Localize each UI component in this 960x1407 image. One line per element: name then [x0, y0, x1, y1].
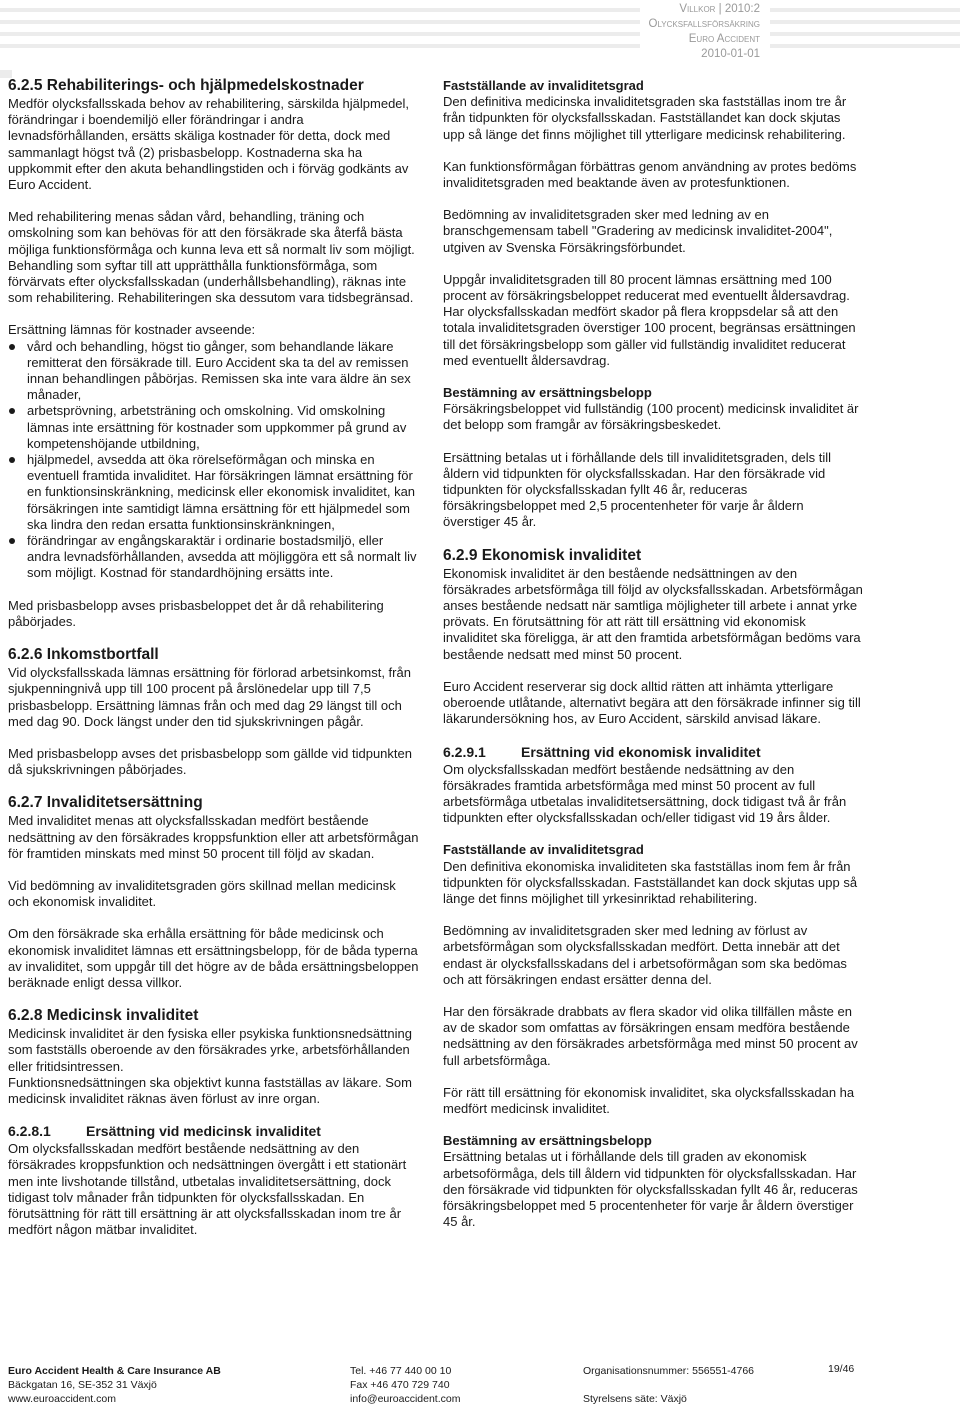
paragraph: För rätt till ersättning för ekonomisk invaliditet, ska olycksfallsskadan ha medfört medicinsk invaliditet.: [443, 1084, 855, 1116]
paragraph: Vid olycksfallsskada lämnas ersättning för förlorad arbetsinkomst, från sjukpenningnivå upp till 100 procent på årslönedelar upp till 7,5 prisbasbelopp. Ersättning lämnas från och med dag 29 längst till och med dag 90. Dock längst under den tid sjukskrivningen pågår.: [8, 665, 411, 729]
header-rule-left: [0, 8, 640, 56]
paragraph: Ersättning betalas ut i förhållande dels till invaliditetsgraden, dels till åldern vid tidpunkten för olycksfallsskadan. Har den försäkrade vid tidpunkten för olycksfallsskadan fyllt 46 år, reduceras försäkringsbeloppet med 2,5 procentenheter för varje år åldern överstiger 45 år.: [443, 449, 832, 530]
paragraph: Vid bedömning av invaliditetsgraden görs skillnad mellan medicinsk och ekonomisk invaliditet.: [8, 877, 396, 910]
header-date: 2010-01-01: [701, 48, 760, 60]
paragraph: Om olycksfallsskadan medfört bestående nedsättning av den försäkrades kroppsfunktion och nedsättningen övergått i ett stationärt men inte livshotande tillstånd, utbetalas invaliditetsersättning, dock tidigast tolv månader från tidpunkten för olycksfallsskadan. En förutsättning för rätt till ersättning är att olycksfallsskadan inom tre år medfört någon mätbar invaliditet.: [8, 1141, 407, 1238]
header-product: Olycksfallsförsäkring: [648, 18, 760, 30]
paragraph: Om den försäkrade ska erhålla ersättning för både medicinsk och ekonomisk invaliditet lämnas ett ersättningsbelopp, för de båda typerna av invaliditet, som uppgår till det högre av de båda ersättningsbeloppen beräknade enligt dessa villkor.: [8, 926, 419, 990]
paragraph: Kan funktionsförmågan förbättras genom användning av protes bedöms invaliditetsgraden med beaktande även av protesfunktionen.: [443, 158, 857, 191]
list-item: arbetsprövning, arbetsträning och omskolning. Vid omskolning lämnas inte ersättning för kostnader som uppkommer på grund av kompetenshöjande utbildning,: [8, 403, 420, 452]
list-item: förändringar av engångskaraktär i ordinarie bostadsmiljö, eller andra levnadsförhållanden, avsedda att möjliggöra ett så normalt liv som möjligt. Kostnad för standardhöjning ersätts inte.: [8, 533, 420, 582]
right-column: [443, 78, 863, 1246]
paragraph: Medför olycksfallsskada behov av rehabilitering, särskilda hjälpmedel, förändringar i boendemiljö eller förändringar i andra levnadsförhållanden, ersätts skäliga kostnader för detta, dock med sammanlagt högst två (2) prisbasbelopp. Kostnaderna ska ha uppkommit efter den akuta behandlingstiden och i förväg godkänts av Euro Accident.: [8, 96, 410, 193]
paragraph: Med invaliditet menas att olycksfallsskadan medfört bestående nedsättning av den försäkrades kroppsfunktion eller att arbetsförmågan för framtiden minskats med minst 50 procent till följd av skadan.: [8, 813, 419, 861]
paragraph: Med prisbasbelopp avses prisbasbeloppet det år då rehabilitering påbörjades.: [8, 597, 384, 629]
bullet-list: [8, 339, 420, 582]
page-number: 19/46: [828, 1363, 855, 1375]
paragraph: Med prisbasbelopp avses det prisbasbelopp som gällde vid tidpunkten då sjukskrivningen påbörjades.: [8, 745, 412, 778]
document-header: [649, 2, 761, 62]
paragraph: Funktionsnedsättningen ska objektivt kunna fastställas av läkare. Som medicinsk invaliditet räknas även förlust av inre organ.: [8, 1074, 412, 1106]
section-heading-6-2-7: 6.2.7 Invaliditetsersättning: [8, 794, 203, 812]
paragraph: Medicinsk invaliditet är den fysiska eller psykiska funktionsnedsättning som fastställs oberoende av den försäkrades yrke, arbetsförhållanden eller fritidsintressen.: [8, 1026, 412, 1074]
paragraph: Ersättning betalas ut i förhållande dels till graden av ekonomisk arbetsoförmåga, dels till åldern vid tidpunkten för olycksfallsskadan. Har den försäkrade vid tidpunkten för olycksfallsskadan fyllt 46 år, reduceras försäkringsbeloppet med 5 procentenheter för varje år åldern överstiger 45 år.: [443, 1149, 858, 1230]
footer-company: Euro Accident Health & Care Insurance AB: [8, 1365, 221, 1377]
footer-orgnr: Organisationsnummer: 556551-4766: [583, 1365, 755, 1377]
section-heading-6-2-9: 6.2.9 Ekonomisk invaliditet: [443, 546, 642, 564]
footer-seat: Styrelsens säte: Växjö: [583, 1393, 687, 1405]
paragraph: Försäkringsbeloppet vid fullständig (100 procent) medicinsk invaliditet är det belopp som framgår av försäkringsbeskedet.: [443, 401, 859, 433]
subsection-number: 6.2.8.1: [8, 1123, 51, 1140]
section-heading-6-2-6: 6.2.6 Inkomstbortfall: [8, 646, 159, 664]
footer-fax: Fax +46 470 729 740: [350, 1379, 450, 1391]
section-heading-6-2-8: 6.2.8 Medicinsk invaliditet: [8, 1007, 199, 1025]
subheading: Fastställande av invaliditetsgrad: [443, 842, 644, 858]
paragraph: Har den försäkrade drabbats av flera skador vid olika tillfällen måste en av de skador som omfattas av försäkringen ensam medföra bestående nedsättning av den försäkrades arbetsförmåga med minst 50 procent av full arbetsförmåga.: [443, 1003, 858, 1068]
subsection-number: 6.2.9.1: [443, 743, 486, 760]
list-item: vård och behandling, högst tio gånger, som behandlande läkare remitterat den försäkrade till. Euro Accident ska ta del av remissen innan behandlingen påbörjas. Remissen ska inte vara äldre än sex månader,: [8, 339, 420, 404]
footer-address: Bäckgatan 16, SE-352 31 Växjö: [8, 1379, 157, 1391]
paragraph: Bedömning av invaliditetsgraden sker med ledning av en branschgemensam tabell "Gradering av medicinsk invaliditet-2004", utgiven av Svenska Försäkringsförbundet.: [443, 207, 833, 255]
footer-company-block: [8, 1364, 221, 1406]
paragraph: Ersättning lämnas för kostnader avseende:: [8, 322, 256, 338]
paragraph: Den definitiva ekonomiska invaliditeten ska fastställas inom fem år från tidpunkten för olycksfallsskadan. Fastställandet kan dock skjutas upp så länge det finns möjlighet till yrkesinriktad rehabilitering.: [443, 858, 858, 906]
header-rule-right: [770, 8, 960, 56]
paragraph: Den definitiva medicinska invaliditetsgraden ska fastställas inom tre år från tidpunkten för olycksfallsskadan. Fastställandet kan dock skjutas upp så länge det finns möjlighet till ytterligare medicinsk rehabilitering.: [443, 94, 847, 142]
paragraph: Bedömning av invaliditetsgraden sker med ledning av förlust av arbetsförmågan som olycksfallsskadan medfört. Detta innebär att det endast är olycksfallsskadans del i arbetsoförmågan som ska bedömas och att försäkringen endast ersätter denna del.: [443, 923, 847, 987]
subsection-heading-6-2-8-1: [8, 1123, 420, 1140]
subsection-title: Ersättning vid medicinsk invaliditet: [86, 1123, 321, 1140]
footer-org-block: [583, 1364, 754, 1406]
paragraph: Med rehabilitering menas sådan vård, behandling, träning och omskolning som kan behövas för att den försäkrade ska återfå bästa möjliga funktionsförmåga och kunna leva ett så normalt liv som möjligt. Behandling som syftar till att upprätthålla funktionsförmåga, som förvärvats efter olycksfallsskadan (underhållsbehandling), räknas inte som rehabilitering. Rehabiliteringen ska dessutom vara tidsbegränsad.: [8, 209, 415, 306]
footer-phone: Tel. +46 77 440 00 10: [350, 1365, 452, 1377]
footer-web-link[interactable]: www.euroaccident.com: [8, 1393, 116, 1405]
subsection-heading-6-2-9-1: [443, 744, 863, 761]
subheading: Bestämning av ersättningsbelopp: [443, 1133, 652, 1149]
footer-contact-block: [350, 1364, 460, 1406]
paragraph: Uppgår invaliditetsgraden till 80 procent lämnas ersättning med 100 procent av försäkringsbeloppet reducerat med eventuellt åldersavdrag. Har olycksfallsskadan medfört skador på flera kroppsdelar så att den totala invaliditetsgraden överstiger 100 procent, begränsas ersättningen till det försäkringsbelopp som gäller vid fullständig invaliditet reducerat med eventuellt åldersavdrag.: [443, 271, 856, 368]
header-title: Villkor | 2010:2: [679, 3, 760, 15]
list-item: hjälpmedel, avsedda att öka rörelseförmågan och minska en eventuell framtida invaliditet. Har försäkringen lämnat ersättning för en funktionsinskränkning, medicinsk eller ekonomisk invaliditet, kan försäkringen inte samtidigt lämna ersättning för ett hjälpmedel som ska lindra den redan ersatta funktionsinskränkningen,: [8, 452, 420, 533]
paragraph: Om olycksfallsskadan medfört bestående nedsättning av den försäkrades framtida arbetsförmåga med minst 50 procent av full arbetsförmåga utbetalas invaliditetsersättning, dock tidigast två år från tidpunkten efter olycksfallsskadan och/eller tidigast vid 19 års ålder.: [443, 761, 847, 826]
paragraph: Ekonomisk invaliditet är den bestående nedsättningen av den försäkrades arbetsförmåga till följd av olycksfallsskadan. Arbetsförmågan anses bestående nedsatt när samtliga möjligheter till arbete i annat yrke prövats. En förutsättning för att rätt till ersättning vid ekonomisk invaliditet ska föreligga, är att den framtida arbetsförmågan bedöms vara bestående nedsatt med minst 50 procent.: [443, 565, 863, 662]
paragraph: Euro Accident reserverar sig dock alltid rätten att inhämta ytterligare oberoende utlåtande, alternativt begära att den försäkrade infinner sig till läkarundersökning hos, av Euro Accident, särskild anvisad läkare.: [443, 678, 861, 727]
subsection-title: Ersättning vid ekonomisk invaliditet: [521, 743, 761, 760]
subheading: Fastställande av invaliditetsgrad: [443, 78, 644, 93]
footer-email-link[interactable]: info@euroaccident.com: [350, 1393, 461, 1405]
header-company: Euro Accident: [688, 33, 760, 45]
section-heading-6-2-5: 6.2.5 Rehabiliterings- och hjälpmedelskostnader: [8, 77, 364, 94]
left-column: [8, 77, 420, 1254]
subheading: Bestämning av ersättningsbelopp: [443, 385, 652, 401]
